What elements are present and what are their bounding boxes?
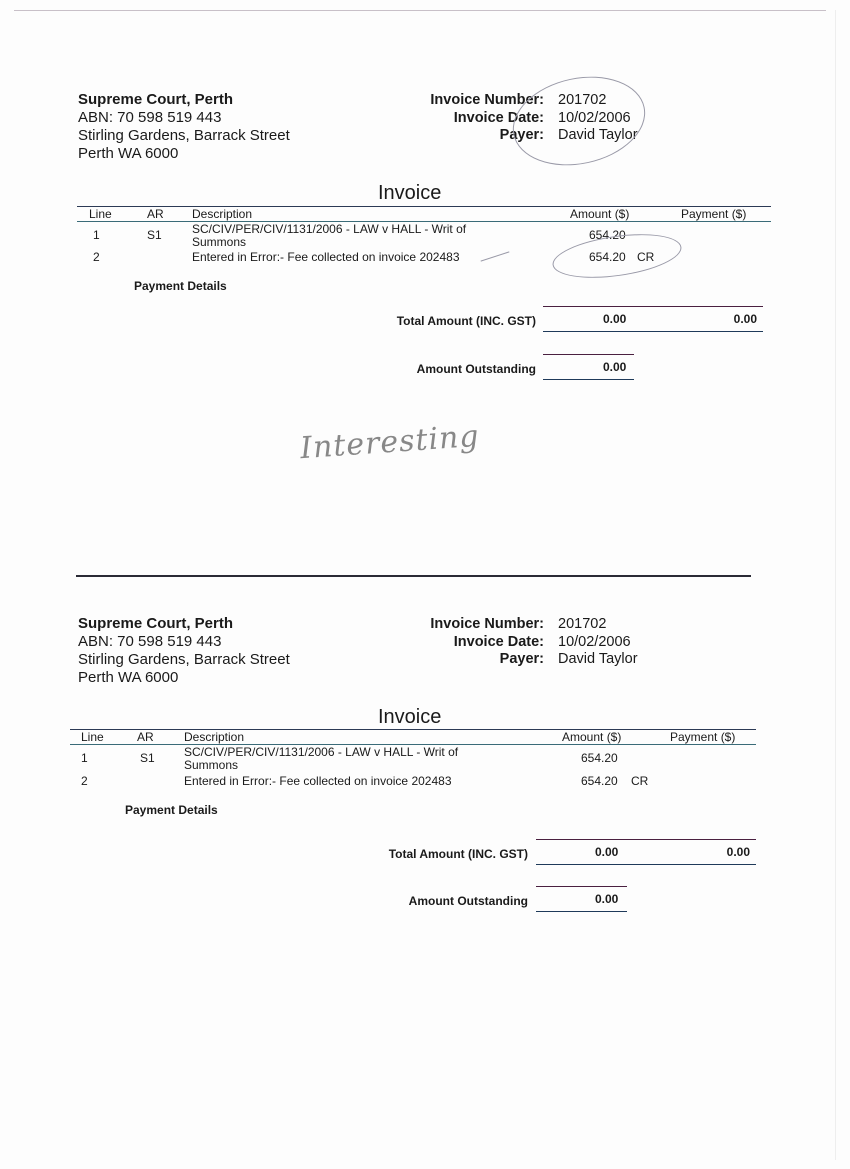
col-line: Line [89, 207, 112, 221]
issuer-address-line1: Stirling Gardens, Barrack Street [78, 651, 290, 668]
row-amount: 654.20 [589, 250, 626, 264]
issuer-address-line2: Perth WA 6000 [78, 145, 179, 162]
col-payment: Payment ($) [670, 730, 736, 744]
row-description-cont: Summons [184, 758, 239, 772]
amount-outstanding-box [536, 886, 627, 912]
row-line: 2 [93, 250, 100, 264]
payer-label: Payer: [499, 127, 544, 143]
total-amount-label: Total Amount (INC. GST) [388, 847, 528, 861]
row-line: 1 [93, 228, 100, 242]
issuer-address-line2: Perth WA 6000 [78, 669, 179, 686]
invoice-title: Invoice [378, 706, 442, 728]
col-line: Line [81, 730, 104, 744]
row-credit-flag: CR [631, 774, 649, 788]
row-description: Entered in Error:- Fee collected on invoice 202483 [192, 250, 460, 264]
col-ar: AR [147, 207, 164, 221]
amount-outstanding: 0.00 [603, 360, 627, 374]
total-amount: 0.00 [595, 845, 619, 859]
row-description: SC/CIV/PER/CIV/1131/2006 - LAW v HALL - Writ of [192, 222, 467, 236]
issuer-name: Supreme Court, Perth [78, 91, 234, 108]
pencil-circle-meta [505, 65, 654, 177]
issuer-address-line1: Stirling Gardens, Barrack Street [78, 127, 290, 144]
issuer-abn: ABN: 70 598 519 443 [78, 633, 222, 650]
payer-name: David Taylor [558, 651, 638, 667]
invoice-title: Invoice [378, 182, 442, 204]
issuer-name: Supreme Court, Perth [78, 615, 234, 632]
handwritten-note: Interesting [298, 418, 481, 467]
total-amount-box [536, 839, 756, 865]
row-ar: S1 [147, 228, 162, 242]
col-description: Description [184, 730, 245, 744]
invoice-number-label: Invoice Number: [430, 616, 544, 632]
col-ar: AR [137, 730, 154, 744]
issuer-block [78, 91, 290, 163]
issuer-block [78, 615, 290, 687]
amount-outstanding: 0.00 [595, 892, 619, 906]
row-amount: 654.20 [589, 228, 626, 242]
row-amount: 654.20 [581, 774, 618, 788]
invoice-date-label: Invoice Date: [453, 109, 544, 126]
invoice-date: 10/02/2006 [558, 109, 631, 126]
col-description: Description [192, 207, 253, 221]
row-description: Entered in Error:- Fee collected on invoice 202483 [184, 774, 452, 788]
row-line: 2 [81, 774, 88, 788]
row-ar: S1 [140, 751, 155, 765]
page-edge [14, 10, 826, 11]
invoice-number: 201702 [558, 92, 607, 108]
col-amount: Amount ($) [562, 730, 622, 744]
line-items-header [70, 729, 756, 745]
invoice-number: 201702 [558, 616, 607, 632]
payment-details-label: Payment Details [125, 803, 218, 817]
total-amount-label: Total Amount (INC. GST) [396, 314, 536, 328]
total-amount-box [543, 306, 763, 332]
payer-name: David Taylor [558, 127, 638, 143]
issuer-abn: ABN: 70 598 519 443 [78, 109, 222, 126]
col-amount: Amount ($) [570, 207, 630, 221]
payer-label: Payer: [499, 651, 544, 667]
page-edge-right [835, 10, 836, 1160]
col-payment: Payment ($) [681, 207, 747, 221]
row-credit-flag: CR [637, 250, 655, 264]
invoice-meta [419, 616, 638, 669]
invoice-number-label: Invoice Number: [430, 92, 544, 108]
total-payment: 0.00 [726, 845, 750, 859]
row-amount: 654.20 [581, 751, 618, 765]
row-line: 1 [81, 751, 88, 765]
table-row [70, 775, 756, 789]
payment-details-label: Payment Details [134, 279, 227, 293]
amount-outstanding-label: Amount Outstanding [408, 894, 528, 908]
row-description-cont: Summons [192, 235, 247, 249]
table-row [70, 746, 756, 772]
total-amount: 0.00 [603, 312, 627, 326]
cut-line-divider [76, 575, 751, 577]
row-description: SC/CIV/PER/CIV/1131/2006 - LAW v HALL - Writ of [184, 745, 459, 759]
line-items-header [77, 206, 771, 222]
amount-outstanding-label: Amount Outstanding [416, 362, 536, 376]
amount-outstanding-box [543, 354, 634, 380]
invoice-date: 10/02/2006 [558, 633, 631, 650]
invoice-date-label: Invoice Date: [453, 633, 544, 650]
total-payment: 0.00 [733, 312, 757, 326]
